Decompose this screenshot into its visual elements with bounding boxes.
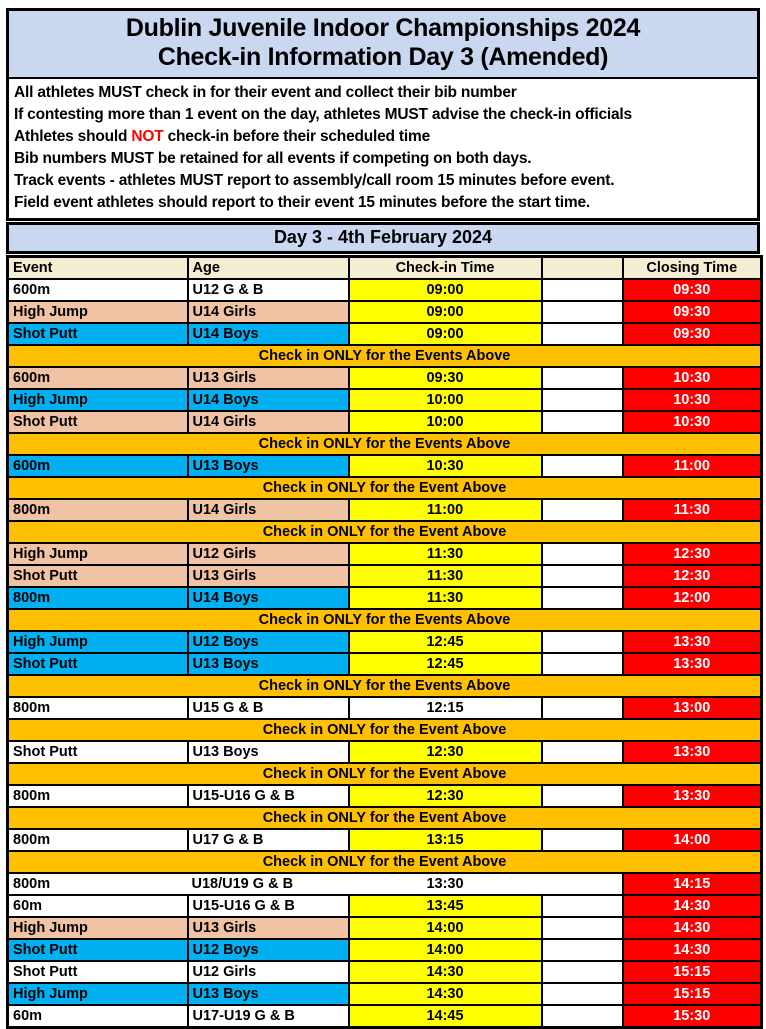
info-line-suffix: check-in before their scheduled time <box>163 128 431 145</box>
age-cell: U13 Boys <box>188 653 349 675</box>
closing-time-cell: 14:30 <box>623 939 762 961</box>
event-cell: 600m <box>8 367 188 389</box>
column-header-closing: Closing Time <box>623 257 762 280</box>
closing-time-cell: 10:30 <box>623 411 762 433</box>
event-cell: High Jump <box>8 543 188 565</box>
age-cell: U12 G & B <box>188 279 349 301</box>
table-row <box>8 499 762 521</box>
title-line-2: Check-in Information Day 3 (Amended) <box>157 43 609 71</box>
column-header-checkin: Check-in Time <box>349 257 542 280</box>
banner-row <box>8 345 762 367</box>
blank-cell <box>542 367 623 389</box>
checkin-time-cell: 13:15 <box>349 829 542 851</box>
table-row <box>8 785 762 807</box>
checkin-time-cell: 09:00 <box>349 301 542 323</box>
closing-time-cell: 09:30 <box>623 301 762 323</box>
blank-cell <box>542 411 623 433</box>
event-cell: 800m <box>8 829 188 851</box>
age-cell: U18/U19 G & B <box>188 873 349 895</box>
closing-time-cell: 14:30 <box>623 917 762 939</box>
closing-time-cell: 12:30 <box>623 543 762 565</box>
checkin-time-cell: 13:45 <box>349 895 542 917</box>
checkin-time-cell: 12:45 <box>349 653 542 675</box>
checkin-time-cell: 14:30 <box>349 983 542 1005</box>
age-cell: U12 Girls <box>188 961 349 983</box>
event-cell: 800m <box>8 697 188 719</box>
checkin-time-cell: 12:30 <box>349 741 542 763</box>
age-cell: U13 Boys <box>188 455 349 477</box>
blank-cell <box>542 543 623 565</box>
age-cell: U14 Boys <box>188 323 349 345</box>
banner-label: Check in ONLY for the Events Above <box>8 609 762 631</box>
closing-time-cell: 11:00 <box>623 455 762 477</box>
age-cell: U12 Girls <box>188 543 349 565</box>
column-header-age: Age <box>188 257 349 280</box>
banner-row <box>8 719 762 741</box>
info-line: Field event athletes should report to their event 15 minutes before the start time. <box>14 194 590 211</box>
closing-time-cell: 09:30 <box>623 323 762 345</box>
event-cell: 800m <box>8 785 188 807</box>
blank-cell <box>542 499 623 521</box>
blank-cell <box>542 939 623 961</box>
event-cell: Shot Putt <box>8 961 188 983</box>
checkin-time-cell: 14:30 <box>349 961 542 983</box>
banner-row <box>8 433 762 455</box>
table-row <box>8 961 762 983</box>
event-cell: 800m <box>8 873 188 895</box>
info-line <box>14 126 757 148</box>
event-cell: Shot Putt <box>8 411 188 433</box>
closing-time-cell: 14:15 <box>623 873 762 895</box>
banner-row <box>8 477 762 499</box>
banner-row <box>8 851 762 873</box>
event-cell: Shot Putt <box>8 653 188 675</box>
checkin-time-cell: 10:00 <box>349 411 542 433</box>
table-row <box>8 389 762 411</box>
closing-time-cell: 13:30 <box>623 631 762 653</box>
banner-row <box>8 521 762 543</box>
checkin-time-cell: 14:00 <box>349 917 542 939</box>
blank-cell <box>542 653 623 675</box>
blank-cell <box>542 389 623 411</box>
age-cell: U15-U16 G & B <box>188 785 349 807</box>
age-cell: U14 Girls <box>188 301 349 323</box>
age-cell: U13 Girls <box>188 565 349 587</box>
event-cell: Shot Putt <box>8 939 188 961</box>
table-row <box>8 279 762 301</box>
table-row <box>8 543 762 565</box>
banner-row <box>8 763 762 785</box>
checkin-time-cell: 09:30 <box>349 367 542 389</box>
closing-time-cell: 15:30 <box>623 1005 762 1028</box>
event-cell: High Jump <box>8 917 188 939</box>
table-row <box>8 631 762 653</box>
table-row <box>8 1005 762 1028</box>
event-cell: Shot Putt <box>8 741 188 763</box>
event-cell: 600m <box>8 455 188 477</box>
closing-time-cell: 14:00 <box>623 829 762 851</box>
event-cell: High Jump <box>8 389 188 411</box>
banner-row <box>8 675 762 697</box>
table-row <box>8 697 762 719</box>
checkin-time-cell: 10:30 <box>349 455 542 477</box>
info-line-prefix: Athletes should <box>14 128 132 145</box>
banner-label: Check in ONLY for the Events Above <box>8 433 762 455</box>
blank-cell <box>542 983 623 1005</box>
banner-label: Check in ONLY for the Events Above <box>8 345 762 367</box>
not-highlight: NOT <box>131 128 164 145</box>
age-cell: U13 Girls <box>188 367 349 389</box>
blank-cell <box>542 961 623 983</box>
event-cell: 60m <box>8 895 188 917</box>
column-header-blank <box>542 257 623 280</box>
checkin-time-cell: 12:45 <box>349 631 542 653</box>
day-header: Day 3 - 4th February 2024 <box>6 222 760 254</box>
checkin-time-cell: 12:30 <box>349 785 542 807</box>
event-cell: Shot Putt <box>8 323 188 345</box>
info-line: All athletes MUST check in for their event and collect their bib number <box>14 84 517 101</box>
age-cell: U15-U16 G & B <box>188 895 349 917</box>
table-row <box>8 917 762 939</box>
info-line: Track events - athletes MUST report to assembly/call room 15 minutes before event. <box>14 172 615 189</box>
table-row <box>8 367 762 389</box>
checkin-time-cell: 11:30 <box>349 565 542 587</box>
checkin-time-cell: 11:30 <box>349 587 542 609</box>
closing-time-cell: 15:15 <box>623 961 762 983</box>
age-cell: U13 Boys <box>188 741 349 763</box>
table-row <box>8 829 762 851</box>
table-row <box>8 411 762 433</box>
checkin-time-cell: 13:30 <box>349 873 542 895</box>
age-cell: U14 Girls <box>188 499 349 521</box>
column-header-row <box>8 257 762 280</box>
table-row <box>8 323 762 345</box>
checkin-time-cell: 11:30 <box>349 543 542 565</box>
closing-time-cell: 13:30 <box>623 741 762 763</box>
age-cell: U13 Girls <box>188 917 349 939</box>
event-cell: High Jump <box>8 631 188 653</box>
age-cell: U13 Boys <box>188 983 349 1005</box>
table-row <box>8 873 762 895</box>
title-line-1: Dublin Juvenile Indoor Championships 2024 <box>125 14 641 42</box>
age-cell: U14 Girls <box>188 411 349 433</box>
blank-cell <box>542 301 623 323</box>
blank-cell <box>542 1005 623 1028</box>
checkin-time-cell: 11:00 <box>349 499 542 521</box>
banner-label: Check in ONLY for the Event Above <box>8 763 762 785</box>
banner-row <box>8 609 762 631</box>
blank-cell <box>542 279 623 301</box>
closing-time-cell: 10:30 <box>623 389 762 411</box>
event-cell: 800m <box>8 499 188 521</box>
closing-time-cell: 11:30 <box>623 499 762 521</box>
info-line: If contesting more than 1 event on the day, athletes MUST advise the check-in officials <box>14 106 632 123</box>
event-cell: Shot Putt <box>8 565 188 587</box>
checkin-time-cell: 14:45 <box>349 1005 542 1028</box>
table-row <box>8 587 762 609</box>
info-section <box>9 79 757 218</box>
event-cell: 600m <box>8 279 188 301</box>
blank-cell <box>542 323 623 345</box>
event-cell: High Jump <box>8 301 188 323</box>
event-cell: High Jump <box>8 983 188 1005</box>
document-title <box>9 11 757 79</box>
checkin-table <box>6 255 763 1029</box>
banner-label: Check in ONLY for the Event Above <box>8 807 762 829</box>
age-cell: U14 Boys <box>188 587 349 609</box>
blank-cell <box>542 455 623 477</box>
title-box <box>6 8 760 221</box>
closing-time-cell: 13:30 <box>623 785 762 807</box>
age-cell: U15 G & B <box>188 697 349 719</box>
blank-cell <box>542 697 623 719</box>
table-row <box>8 741 762 763</box>
closing-time-cell: 13:00 <box>623 697 762 719</box>
age-cell: U12 Boys <box>188 631 349 653</box>
closing-time-cell: 12:00 <box>623 587 762 609</box>
closing-time-cell: 15:15 <box>623 983 762 1005</box>
event-cell: 60m <box>8 1005 188 1028</box>
closing-time-cell: 13:30 <box>623 653 762 675</box>
blank-cell <box>542 587 623 609</box>
closing-time-cell: 10:30 <box>623 367 762 389</box>
checkin-time-cell: 10:00 <box>349 389 542 411</box>
banner-label: Check in ONLY for the Event Above <box>8 521 762 543</box>
age-cell: U14 Boys <box>188 389 349 411</box>
blank-cell <box>542 829 623 851</box>
table-row <box>8 983 762 1005</box>
blank-cell <box>542 785 623 807</box>
banner-label: Check in ONLY for the Event Above <box>8 719 762 741</box>
table-row <box>8 653 762 675</box>
banner-row <box>8 807 762 829</box>
checkin-sheet <box>6 8 760 1029</box>
checkin-time-cell: 12:15 <box>349 697 542 719</box>
column-header-event: Event <box>8 257 188 280</box>
closing-time-cell: 09:30 <box>623 279 762 301</box>
table-row <box>8 565 762 587</box>
closing-time-cell: 14:30 <box>623 895 762 917</box>
table-row <box>8 895 762 917</box>
blank-cell <box>542 895 623 917</box>
blank-cell <box>542 565 623 587</box>
checkin-time-cell: 09:00 <box>349 279 542 301</box>
checkin-time-cell: 14:00 <box>349 939 542 961</box>
blank-cell <box>542 741 623 763</box>
age-cell: U17 G & B <box>188 829 349 851</box>
schedule-body <box>8 279 762 1028</box>
blank-cell <box>542 631 623 653</box>
closing-time-cell: 12:30 <box>623 565 762 587</box>
banner-label: Check in ONLY for the Event Above <box>8 851 762 873</box>
table-row <box>8 939 762 961</box>
banner-label: Check in ONLY for the Event Above <box>8 477 762 499</box>
banner-label: Check in ONLY for the Events Above <box>8 675 762 697</box>
table-row <box>8 301 762 323</box>
table-row <box>8 455 762 477</box>
age-cell: U17-U19 G & B <box>188 1005 349 1028</box>
age-cell: U12 Boys <box>188 939 349 961</box>
checkin-time-cell: 09:00 <box>349 323 542 345</box>
blank-cell <box>542 917 623 939</box>
event-cell: 800m <box>8 587 188 609</box>
info-line: Bib numbers MUST be retained for all events if competing on both days. <box>14 150 532 167</box>
blank-cell <box>542 873 623 895</box>
